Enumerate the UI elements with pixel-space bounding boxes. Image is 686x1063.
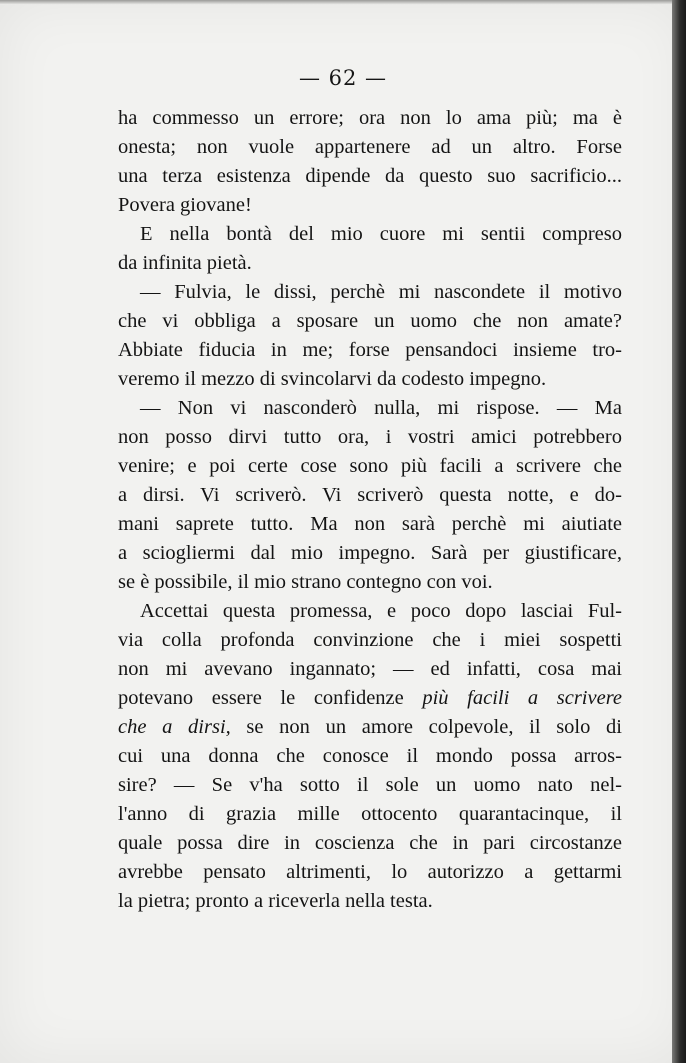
text-line-content: Accettai questa promessa, e poco dopo lasciai Ful- — [140, 600, 622, 622]
text-line-content: una terza esistenza dipende da questo suo sacrificio... — [118, 165, 622, 187]
text-line — [118, 800, 622, 829]
text-line-content: potevano essere le confidenze — [118, 687, 423, 709]
page-top-edge — [0, 0, 686, 5]
text-line-content: se è possibile, il mio strano contegno con voi. — [118, 571, 493, 593]
text-line-content: Abbiate fiducia in me; forse pensandoci insieme tro- — [118, 339, 622, 361]
text-line — [118, 887, 622, 916]
page-binding-edge — [672, 0, 686, 1063]
body-text — [118, 104, 622, 916]
text-line-content: veremo il mezzo di svincolarvi da codesto impegno. — [118, 368, 547, 390]
text-line — [118, 336, 622, 365]
text-line — [118, 162, 622, 191]
text-line — [118, 104, 622, 133]
text-line — [118, 568, 622, 597]
text-line — [118, 220, 622, 249]
text-line — [118, 278, 622, 307]
text-line-content: E nella bontà del mio cuore mi sentii compreso — [140, 223, 622, 245]
text-line — [118, 626, 622, 655]
text-line — [118, 481, 622, 510]
text-line — [118, 307, 622, 336]
text-line-content: a dirsi. Vi scriverò. Vi scriverò questa notte, e do- — [118, 484, 622, 506]
text-line — [118, 452, 622, 481]
text-line-content: quale possa dire in coscienza che in pari circostanze — [118, 832, 622, 854]
text-line — [118, 742, 622, 771]
text-line — [118, 713, 622, 742]
text-line-content: venire; e poi certe cose sono più facili a scrivere che — [118, 455, 622, 477]
text-line — [118, 771, 622, 800]
text-line-content: sire? — Se v'ha sotto il sole un uomo nato nel- — [118, 774, 622, 796]
text-line-content: via colla profonda convinzione che i miei sospetti — [118, 629, 622, 651]
text-line — [118, 365, 622, 394]
text-line-content: onesta; non vuole appartenere ad un altro. Forse — [118, 136, 622, 158]
text-line-content: Povera giovane! — [118, 194, 252, 216]
text-line — [118, 597, 622, 626]
text-line — [118, 829, 622, 858]
text-line — [118, 249, 622, 278]
text-line — [118, 858, 622, 887]
page-number: — 62 — — [298, 66, 388, 90]
text-line-content: ha commesso un errore; ora non lo ama più; ma è — [118, 107, 622, 129]
text-line-content: cui una donna che conosce il mondo possa arros- — [118, 745, 622, 767]
text-line-content: che vi obbliga a sposare un uomo che non amate? — [118, 310, 622, 332]
text-line-content: avrebbe pensato altrimenti, lo autorizzo a gettarmi — [118, 861, 622, 883]
text-line — [118, 510, 622, 539]
text-line-content: mani saprete tutto. Ma non sarà perchè mi aiutiate — [118, 513, 622, 535]
text-line-content: la pietra; pronto a riceverla nella testa. — [118, 890, 433, 912]
italic-phrase: che a dirsi, — [118, 716, 231, 738]
text-line-content: l'anno di grazia mille ottocento quarantacinque, il — [118, 803, 622, 825]
text-line-content: non posso dirvi tutto ora, i vostri amici potrebbero — [118, 426, 622, 448]
text-line-content: a sciogliermi dal mio impegno. Sarà per giustificare, — [118, 542, 622, 564]
text-line — [118, 133, 622, 162]
text-line-content: — Non vi nasconderò nulla, mi rispose. — Ma — [140, 397, 622, 419]
text-line — [118, 394, 622, 423]
text-line-content: se non un amore colpevole, il solo di — [230, 716, 622, 738]
text-line — [118, 423, 622, 452]
italic-phrase: più facili a scrivere — [422, 687, 623, 709]
text-line — [118, 191, 622, 220]
text-line-content: — Fulvia, le dissi, perchè mi nascondete il motivo — [140, 281, 622, 303]
text-line — [118, 684, 622, 713]
text-line — [118, 655, 622, 684]
text-line-content: da infinita pietà. — [118, 252, 252, 274]
text-line-content: non mi avevano ingannato; — ed infatti, cosa mai — [118, 658, 622, 680]
text-line — [118, 539, 622, 568]
